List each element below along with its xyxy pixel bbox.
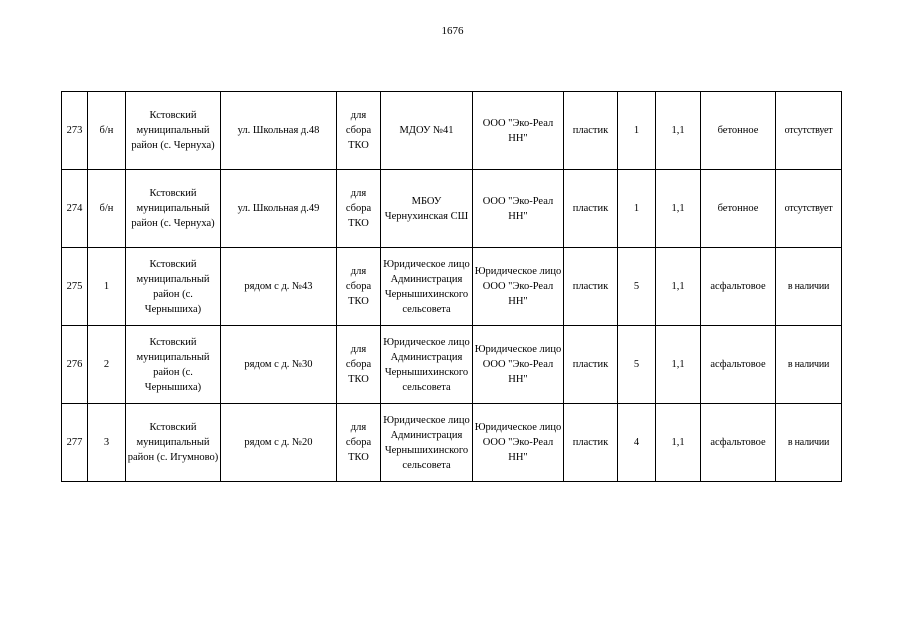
table-row bbox=[62, 170, 842, 248]
cell-num: 277 bbox=[62, 404, 88, 482]
cell-owner: Юридическое лицо Администрация Чернышихинского сельсовета bbox=[381, 326, 473, 404]
cell-surface: асфальтовое bbox=[701, 248, 776, 326]
cell-count: 5 bbox=[618, 248, 656, 326]
cell-sub: 1 bbox=[88, 248, 126, 326]
cell-address: ул. Школьная д.49 bbox=[221, 170, 337, 248]
page-number: 1676 bbox=[441, 25, 464, 37]
table-row bbox=[62, 404, 842, 482]
cell-volume: 1,1 bbox=[656, 404, 701, 482]
cell-material: пластик bbox=[564, 326, 618, 404]
cell-surface: бетонное bbox=[701, 92, 776, 170]
cell-operator: ООО "Эко-Реал НН" bbox=[473, 170, 564, 248]
cell-fence: отсутствует bbox=[776, 170, 842, 248]
cell-owner: МДОУ №41 bbox=[381, 92, 473, 170]
cell-material: пластик bbox=[564, 170, 618, 248]
waste-sites-table bbox=[61, 91, 842, 482]
cell-count: 5 bbox=[618, 326, 656, 404]
cell-purpose: для сбора ТКО bbox=[337, 326, 381, 404]
cell-surface: бетонное bbox=[701, 170, 776, 248]
cell-owner: Юридическое лицо Администрация Чернышихинского сельсовета bbox=[381, 404, 473, 482]
cell-fence: в наличии bbox=[776, 326, 842, 404]
cell-operator: Юридическое лицо ООО "Эко-Реал НН" bbox=[473, 404, 564, 482]
cell-surface: асфальтовое bbox=[701, 404, 776, 482]
table-row bbox=[62, 92, 842, 170]
cell-fence: отсутствует bbox=[776, 92, 842, 170]
cell-district: Кстовский муниципальный район (с. Чернуха) bbox=[126, 170, 221, 248]
cell-address: рядом с д. №43 bbox=[221, 248, 337, 326]
cell-district: Кстовский муниципальный район (с. Чернышиха) bbox=[126, 326, 221, 404]
cell-sub: 3 bbox=[88, 404, 126, 482]
cell-count: 4 bbox=[618, 404, 656, 482]
cell-address: ул. Школьная д.48 bbox=[221, 92, 337, 170]
cell-sub: б/н bbox=[88, 170, 126, 248]
table-row bbox=[62, 248, 842, 326]
cell-surface: асфальтовое bbox=[701, 326, 776, 404]
cell-address: рядом с д. №20 bbox=[221, 404, 337, 482]
cell-owner: Юридическое лицо Администрация Чернышихинского сельсовета bbox=[381, 248, 473, 326]
cell-num: 273 bbox=[62, 92, 88, 170]
cell-volume: 1,1 bbox=[656, 170, 701, 248]
cell-district: Кстовский муниципальный район (с. Игумново) bbox=[126, 404, 221, 482]
cell-material: пластик bbox=[564, 248, 618, 326]
cell-num: 275 bbox=[62, 248, 88, 326]
cell-count: 1 bbox=[618, 170, 656, 248]
cell-sub: 2 bbox=[88, 326, 126, 404]
cell-purpose: для сбора ТКО bbox=[337, 170, 381, 248]
cell-purpose: для сбора ТКО bbox=[337, 92, 381, 170]
cell-purpose: для сбора ТКО bbox=[337, 404, 381, 482]
cell-fence: в наличии bbox=[776, 248, 842, 326]
cell-owner: МБОУ Чернухинская СШ bbox=[381, 170, 473, 248]
cell-volume: 1,1 bbox=[656, 92, 701, 170]
cell-operator: Юридическое лицо ООО "Эко-Реал НН" bbox=[473, 326, 564, 404]
cell-volume: 1,1 bbox=[656, 326, 701, 404]
cell-count: 1 bbox=[618, 92, 656, 170]
cell-district: Кстовский муниципальный район (с. Чернуха) bbox=[126, 92, 221, 170]
cell-material: пластик bbox=[564, 404, 618, 482]
cell-purpose: для сбора ТКО bbox=[337, 248, 381, 326]
table-row bbox=[62, 326, 842, 404]
cell-volume: 1,1 bbox=[656, 248, 701, 326]
cell-num: 274 bbox=[62, 170, 88, 248]
cell-address: рядом с д. №30 bbox=[221, 326, 337, 404]
cell-operator: Юридическое лицо ООО "Эко-Реал НН" bbox=[473, 248, 564, 326]
cell-fence: в наличии bbox=[776, 404, 842, 482]
cell-material: пластик bbox=[564, 92, 618, 170]
cell-num: 276 bbox=[62, 326, 88, 404]
cell-operator: ООО "Эко-Реал НН" bbox=[473, 92, 564, 170]
cell-district: Кстовский муниципальный район (с. Чернышиха) bbox=[126, 248, 221, 326]
cell-sub: б/н bbox=[88, 92, 126, 170]
